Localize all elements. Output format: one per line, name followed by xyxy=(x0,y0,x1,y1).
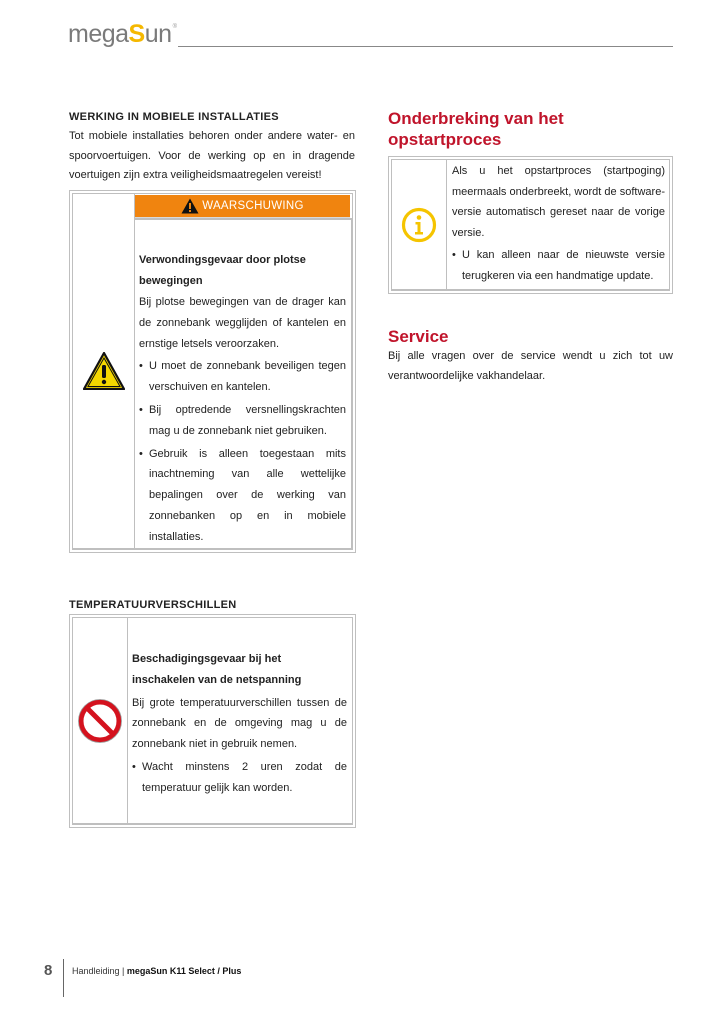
info-bullet: • U kan alleen naar de nieuwste versie terugkeren via een handmatige update. xyxy=(452,249,665,282)
service-text: Bij alle vragen over de service wendt u zich tot uw verantwoordelijke vakhandelaar. xyxy=(388,350,673,382)
info-icon xyxy=(401,207,437,243)
logo-text-s: S xyxy=(128,20,145,48)
prohibition-icon-cell xyxy=(73,618,128,823)
service-heading: Service xyxy=(388,327,449,346)
temperature-bullet: • Wacht minstens 2 uren zodat de temperatuur gelijk kan worden. xyxy=(132,760,347,794)
warning-box xyxy=(69,190,356,553)
temperature-description: Bij grote temperatuurverschillen tussen de zonnebank en de omgeving mag u de zonnebank niet in gebruik nemen. xyxy=(132,696,347,751)
mobile-installations-text: Tot mobiele installaties behoren onder andere water- en spoorvoertuigen. Voor de werking op en in dragende voertuigen zijn extra veiligheidsmaatregelen vereist! xyxy=(69,130,355,181)
warning-icon-cell xyxy=(73,194,134,548)
footer-label: Handleiding | xyxy=(72,966,125,976)
header-rule xyxy=(178,46,673,47)
temperature-notice-box xyxy=(69,614,356,828)
info-text xyxy=(447,160,669,289)
logo-text-mega: mega xyxy=(68,20,129,48)
temperature-heading: TEMPERATUURVERSCHILLEN xyxy=(69,599,237,611)
warning-text xyxy=(135,218,352,547)
left-column xyxy=(69,109,355,553)
footer-rule xyxy=(63,959,64,997)
registered-mark: ® xyxy=(172,24,177,30)
footer-product: megaSun K11 Select / Plus xyxy=(126,966,242,976)
logo-text-un: un xyxy=(144,20,172,48)
megasun-logo xyxy=(68,20,177,48)
warning-description: Bij plotse bewegingen van de drager kan de zonnebank wegglijden of kantelen en ernstige letsels veroorzaken. xyxy=(139,295,346,350)
info-box xyxy=(388,156,673,294)
warning-triangle-icon xyxy=(83,352,125,390)
warning-small-triangle-icon xyxy=(181,198,199,214)
warning-bullet: • U moet de zonnebank beveiligen tegen verschuiven en kantelen. xyxy=(139,360,346,394)
prohibition-icon xyxy=(78,699,122,743)
info-icon-cell xyxy=(392,160,447,289)
footer-text xyxy=(72,966,241,976)
warning-bullet: • Gebruik is alleen toegestaan mits inachtneming van alle wettelijke bepalingen over de werking van zonnebanken op en in mobiele installaties. xyxy=(139,447,346,543)
mobile-installations-heading: WERKING IN MOBIELE INSTALLATIES xyxy=(69,111,279,123)
temperature-text xyxy=(128,618,352,823)
warning-title: Verwondingsgevaar door plotse bewegingen xyxy=(139,254,306,288)
interrupt-startup-heading: Onderbreking van het opstartproces xyxy=(388,109,564,149)
info-description: Als u het opstartproces (startpoging) meermaals onderbreekt, wordt de softwareversie automatisch gereset naar de vorige versie. xyxy=(452,165,665,239)
warning-bullet: • Bij optredende versnellingskrachten mag u de zonnebank niet gebruiken. xyxy=(139,403,346,437)
warning-banner-label: WAARSCHUWING xyxy=(202,199,304,212)
page-number: 8 xyxy=(44,962,53,979)
right-column xyxy=(388,108,673,386)
temperature-title: Beschadigingsgevaar bij het inschakelen van de netspanning xyxy=(132,653,302,686)
warning-banner xyxy=(135,195,350,219)
